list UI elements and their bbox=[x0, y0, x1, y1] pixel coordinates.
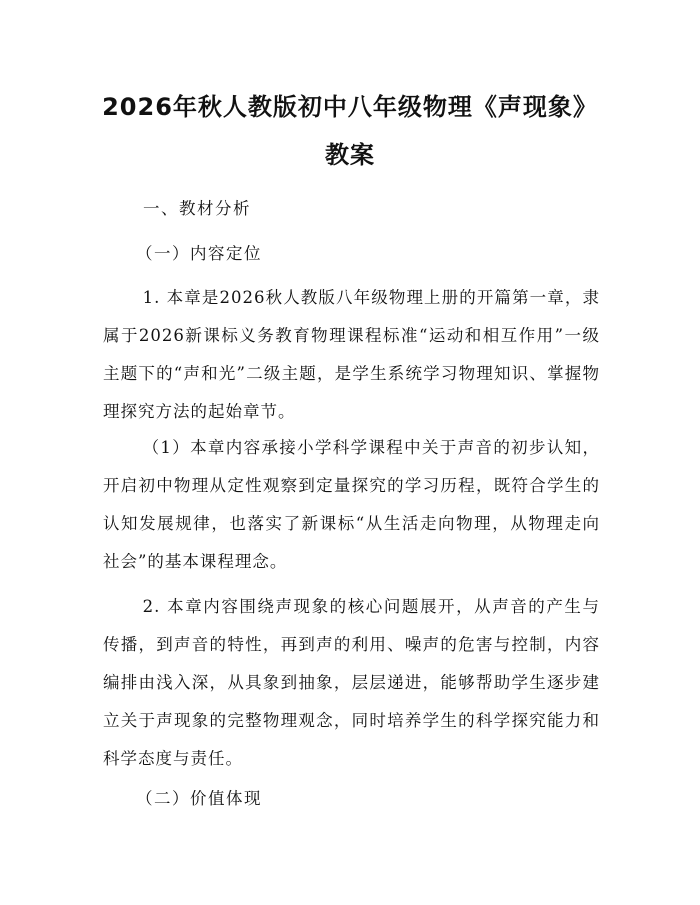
subsection-heading-content-positioning: （一）内容定位 bbox=[136, 244, 262, 263]
paragraph-1-1: （1）本章内容承接小学科学课程中关于声音的初步认知，开启初中物理从定性观察到定量探究的学习历程，既符合学生的认知发展规律，也落实了新课标“从生活走向物理，从物理走向社会”的基本课程理念。 bbox=[103, 438, 600, 571]
paragraph-1: 1. 本章是2026秋人教版八年级物理上册的开篇第一章，隶属于2026新课标义务教育物理课程标准“运动和相互作用”一级主题下的“声和光”二级主题，是学生系统学习物理知识、掌握物理探究方法的起始章节。 bbox=[103, 288, 600, 421]
section-heading-textbook-analysis: 一、教材分析 bbox=[143, 199, 251, 218]
paragraph-2: 2. 本章内容围绕声现象的核心问题展开，从声音的产生与传播，到声音的特性，再到声的利用、噪声的危害与控制，内容编排由浅入深，从具象到抽象，层层递进，能够帮助学生逐步建立关于声现象的完整物理观念，同时培养学生的科学探究能力和科学态度与责任。 bbox=[103, 597, 600, 768]
subsection-heading-value: （二）价值体现 bbox=[136, 789, 262, 808]
document-title-continued: 教案 bbox=[325, 141, 375, 169]
document-title: 2026年秋人教版初中八年级物理《声现象》 bbox=[102, 93, 598, 121]
